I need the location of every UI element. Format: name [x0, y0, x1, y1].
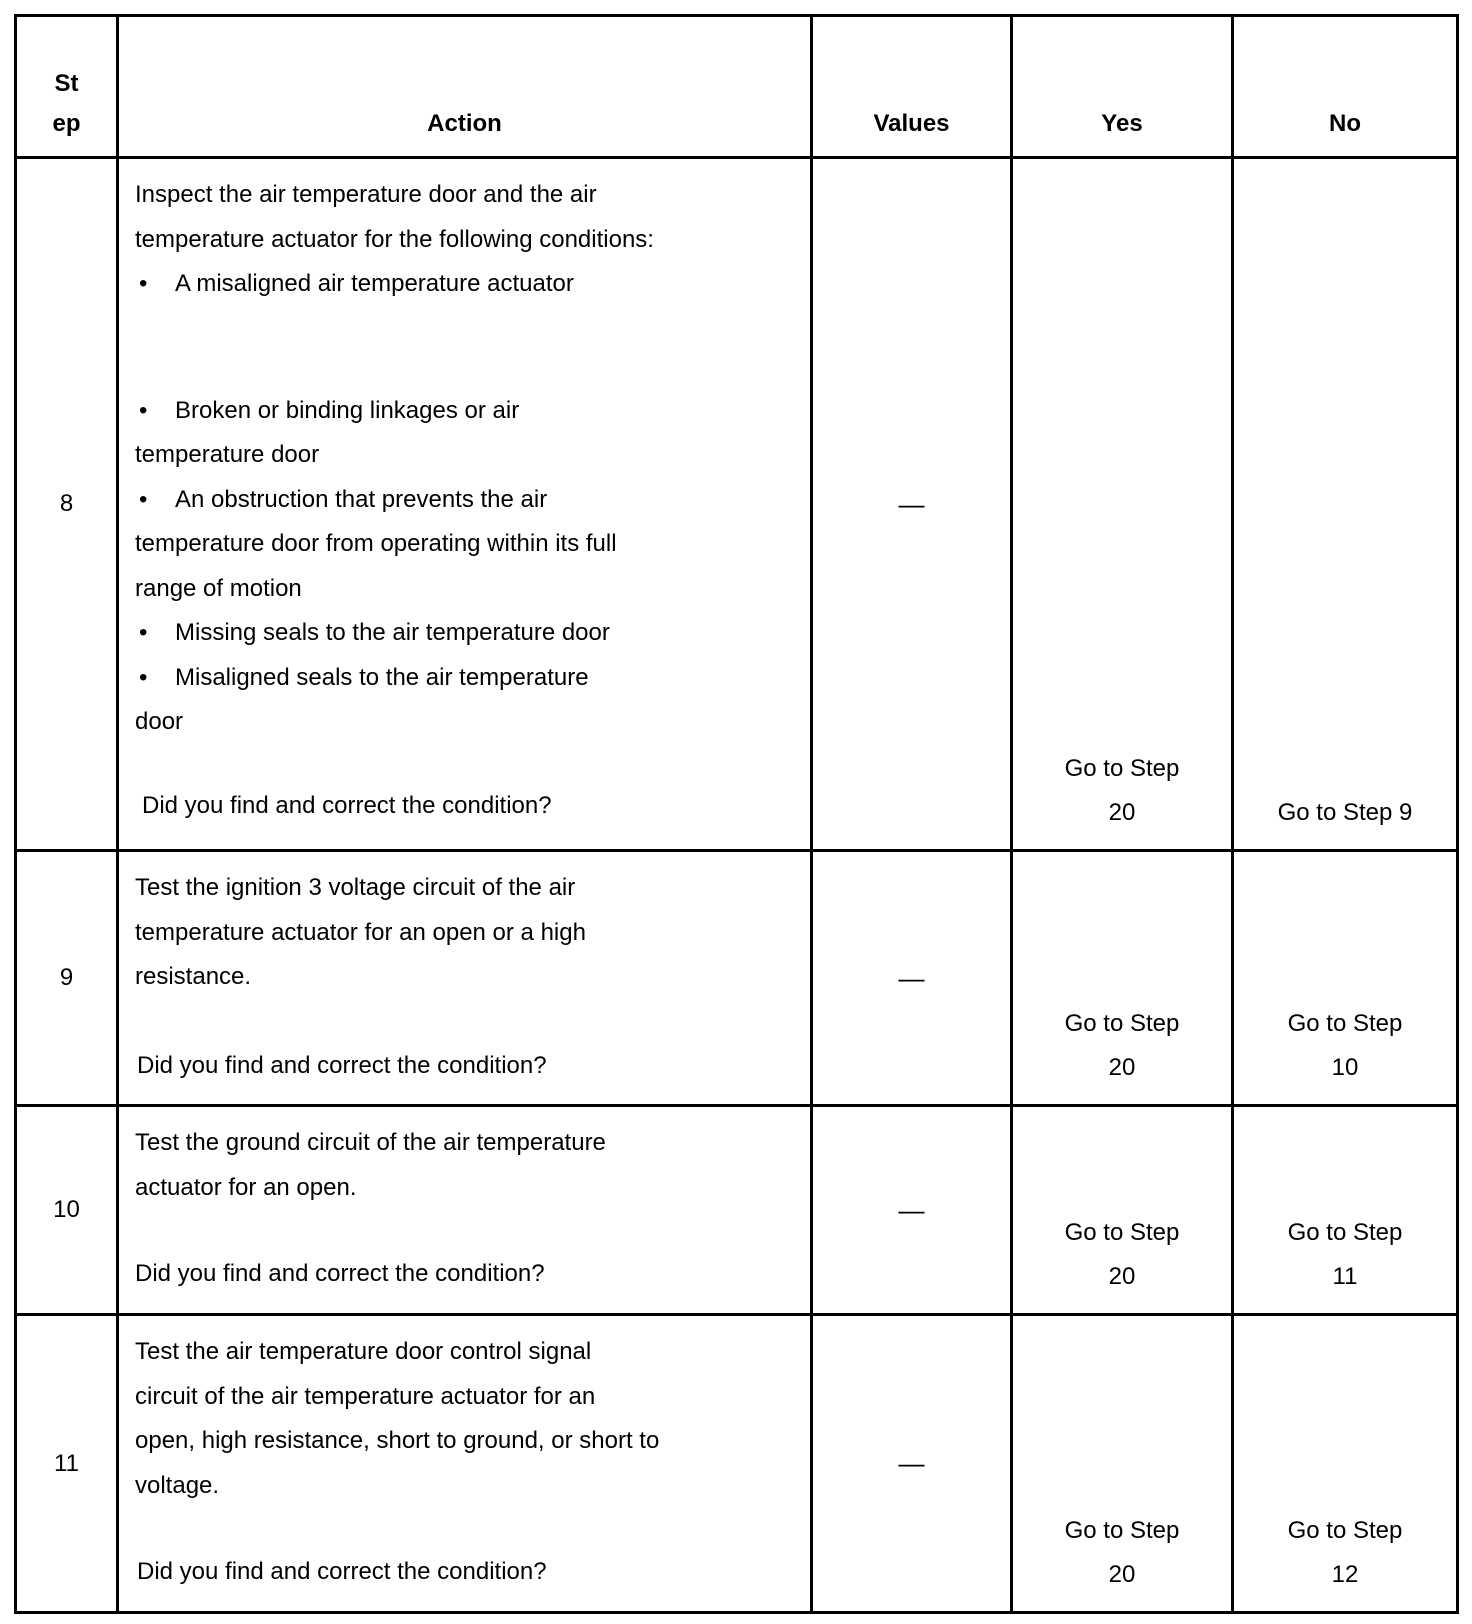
values-cell: —	[812, 851, 1012, 1106]
bullet-text-continued: range of motion	[135, 574, 302, 602]
no-goto-label: Go to Step	[1287, 1517, 1403, 1544]
bullet-icon: •	[139, 663, 148, 691]
action-text: actuator for an open.	[135, 1173, 357, 1201]
no-cell	[1233, 158, 1458, 851]
yes-goto-label: Go to Step	[1064, 755, 1180, 782]
header-step	[16, 16, 118, 158]
yes-cell	[1012, 1315, 1233, 1613]
no-cell	[1233, 851, 1458, 1106]
bullet-icon: •	[139, 619, 148, 646]
bullet-item	[135, 656, 794, 701]
action-text: Test the ignition 3 voltage circuit of the air	[135, 874, 576, 901]
yes-cell	[1012, 1106, 1233, 1315]
question-text: Did you find and correct the condition?	[142, 791, 552, 819]
question-text: Did you find and correct the condition?	[137, 1051, 547, 1079]
no-goto-label: Go to Step 9	[1277, 799, 1413, 826]
no-goto-step: 10	[1331, 1054, 1359, 1081]
bullet-icon: •	[139, 270, 148, 297]
step-number: 8	[16, 158, 118, 851]
action-text: resistance.	[135, 963, 252, 990]
yes-goto-label: Go to Step	[1064, 1517, 1180, 1544]
yes-cell	[1012, 851, 1233, 1106]
values-cell: —	[812, 1106, 1012, 1315]
yes-cell	[1012, 158, 1233, 851]
header-step-line1: St	[54, 70, 79, 97]
header-step-line2: ep	[52, 110, 81, 137]
header-row	[16, 16, 1458, 158]
action-text: Test the ground circuit of the air temperature	[135, 1129, 606, 1156]
action-cell	[118, 851, 812, 1106]
bullet-text: Missing seals to the air temperature door	[175, 619, 610, 646]
spacer	[135, 745, 794, 784]
yes-goto-label: Go to Step	[1064, 1219, 1180, 1246]
action-text: open, high resistance, short to ground, or short to	[135, 1427, 660, 1454]
spacer	[135, 1508, 794, 1550]
no-goto-label: Go to Step	[1287, 1010, 1403, 1037]
no-cell	[1233, 1106, 1458, 1315]
step-number: 9	[16, 851, 118, 1106]
bullet-icon: •	[139, 485, 148, 513]
no-goto-step: 12	[1331, 1561, 1359, 1588]
bullet-text: Broken or binding linkages or air	[175, 396, 520, 424]
bullet-text: Misaligned seals to the air temperature	[175, 663, 589, 691]
bullet-text-continued: temperature door	[135, 441, 320, 468]
values-cell: —	[812, 158, 1012, 851]
spacer	[135, 307, 794, 389]
bullet-text: An obstruction that prevents the air	[175, 485, 548, 513]
action-text: Inspect the air temperature door and the air	[135, 181, 597, 208]
table-row-step-9	[16, 851, 1458, 1106]
yes-goto-step: 20	[1108, 1054, 1136, 1081]
bullet-text-continued: door	[135, 708, 184, 735]
header-no: No	[1233, 16, 1458, 158]
diagnostic-table	[14, 14, 1459, 1614]
action-cell	[118, 158, 812, 851]
no-cell	[1233, 1315, 1458, 1613]
yes-goto-step: 20	[1108, 799, 1136, 826]
action-text: Test the air temperature door control signal	[135, 1338, 592, 1365]
header-action: Action	[118, 16, 812, 158]
table-row-step-10	[16, 1106, 1458, 1315]
table-row-step-8	[16, 158, 1458, 851]
spacer	[135, 1210, 794, 1252]
no-goto-label: Go to Step	[1287, 1219, 1403, 1246]
bullet-text: A misaligned air temperature actuator	[175, 270, 574, 297]
values-cell: —	[812, 1315, 1012, 1613]
table-row-step-11	[16, 1315, 1458, 1613]
bullet-item	[135, 262, 794, 307]
step-number: 10	[16, 1106, 118, 1315]
question-text: Did you find and correct the condition?	[135, 1260, 545, 1287]
bullet-item	[135, 611, 794, 656]
yes-goto-step: 20	[1108, 1263, 1136, 1290]
action-cell	[118, 1315, 812, 1613]
bullet-text-continued: temperature door from operating within its full	[135, 530, 617, 557]
spacer	[135, 1000, 794, 1044]
action-cell	[118, 1106, 812, 1315]
header-values: Values	[812, 16, 1012, 158]
yes-goto-label: Go to Step	[1064, 1010, 1180, 1037]
question-text: Did you find and correct the condition?	[137, 1558, 547, 1585]
action-text: temperature actuator for an open or a high	[135, 918, 586, 946]
action-text: temperature actuator for the following conditions:	[135, 225, 654, 253]
bullet-item	[135, 478, 794, 523]
action-text: circuit of the air temperature actuator for an	[135, 1382, 596, 1410]
header-yes: Yes	[1012, 16, 1233, 158]
bullet-item	[135, 389, 794, 434]
no-goto-step: 11	[1332, 1263, 1358, 1290]
step-number: 11	[16, 1315, 118, 1613]
bullet-icon: •	[139, 396, 148, 424]
action-text: voltage.	[135, 1471, 220, 1499]
yes-goto-step: 20	[1108, 1561, 1136, 1588]
